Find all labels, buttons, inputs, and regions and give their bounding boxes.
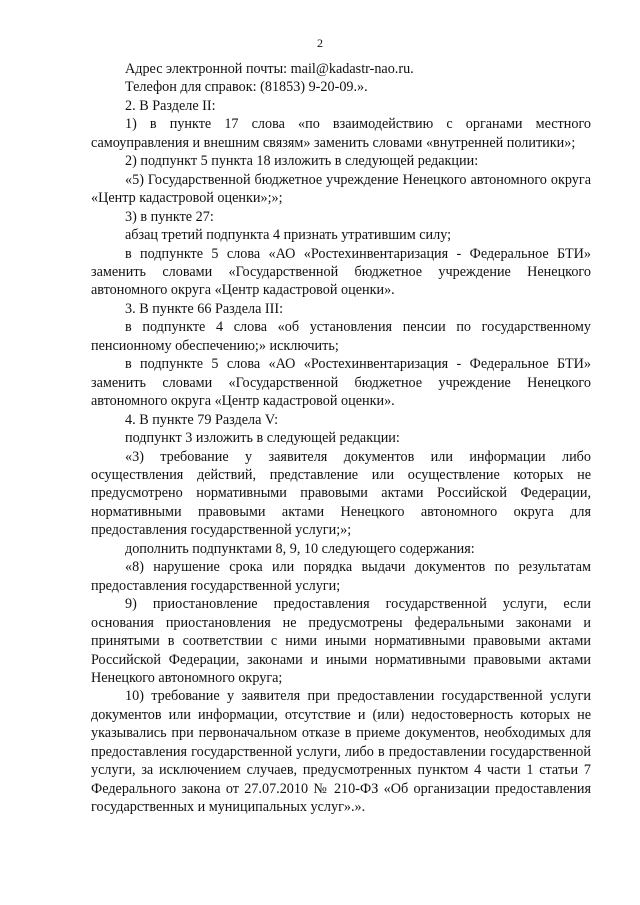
paragraph-item-3-subitem-5: в подпункте 5 слова «АО «Ростехинвентаризация - Федеральное БТИ» заменить словами «Государственной бюджетное учреждение Ненецкого автономного округа «Центр кадастровой оценки».	[91, 245, 591, 299]
paragraph-item-3: 3) в пункте 27:	[125, 208, 214, 225]
paragraph-subitem-9: 9) приостановление предоставления государственной услуги, если основания приостановления не предусмотрены федеральными законами и принятыми в соответствии с ними иными нормативными правовыми актами Российской Федерации, законами и иными нормативными правовыми актами Ненецкого автономного округа;	[91, 596, 591, 686]
paragraph-section-3-heading: 3. В пункте 66 Раздела III:	[125, 300, 284, 317]
paragraph-phone: Телефон для справок: (81853) 9-20-09.».	[125, 79, 368, 96]
paragraph-section-4-subitem-3: «3) требование у заявителя документов или информации либо осуществления действий, представление или осуществление которых не предусмотрено нормативными правовыми актами Российской Федерации, нормативными правовыми актами Ненецкого автономного округа для предоставления государственной услуги;»;	[91, 448, 591, 539]
paragraph-section-3-subitem-4: в подпункте 4 слова «об установления пенсии по государственному пенсионному обеспечению;» исключить;	[91, 319, 591, 354]
paragraph-email: Адрес электронной почты: mail@kadastr-nao.ru.	[125, 61, 414, 77]
page-number: 2	[317, 36, 323, 50]
document-body	[91, 60, 591, 817]
paragraph-subitem-8: «8) нарушение срока или порядка выдачи документов по результатам предоставления государственной услуги;	[91, 559, 591, 594]
paragraph-item-2-text: «5) Государственной бюджетное учреждение Ненецкого автономного округа «Центр кадастровой оценки»;»;	[91, 171, 591, 207]
paragraph-section-2-heading: 2. В Разделе II:	[125, 97, 216, 114]
paragraph-section-4-heading: 4. В пункте 79 Раздела V:	[125, 411, 279, 428]
paragraph-section-4-add: дополнить подпунктами 8, 9, 10 следующего содержания:	[125, 540, 475, 557]
paragraph-subitem-10: 10) требование у заявителя при предоставлении государственной услуги документов или информации, отсутствие и (или) недостоверность которых не указывались при первоначальном отказе в приеме документов, необходимых для предоставления государственной услуги, либо в предоставлении государственной услуги, за исключением случаев, предусмотренных пунктом 4 части 1 статьи 7 Федерального закона от 27.07.2010 № 210-ФЗ «Об организации предоставления государственных и муниципальных услуг».».	[91, 688, 591, 816]
paragraph-section-4-intro: подпункт 3 изложить в следующей редакции:	[125, 430, 400, 447]
paragraph-item-3-abzac: абзац третий подпункта 4 признать утратившим силу;	[125, 227, 452, 244]
paragraph-item-1: 1) в пункте 17 слова «по взаимодействию с органами местного самоуправления и внешним связям» заменить словами «внутренней политики»;	[91, 116, 591, 151]
paragraph-item-2: 2) подпункт 5 пункта 18 изложить в следующей редакции:	[125, 153, 479, 170]
paragraph-section-3-subitem-5: в подпункте 5 слова «АО «Ростехинвентаризация - Федеральное БТИ» заменить словами «Государственной бюджетное учреждение Ненецкого автономного округа «Центр кадастровой оценки».	[91, 356, 591, 410]
